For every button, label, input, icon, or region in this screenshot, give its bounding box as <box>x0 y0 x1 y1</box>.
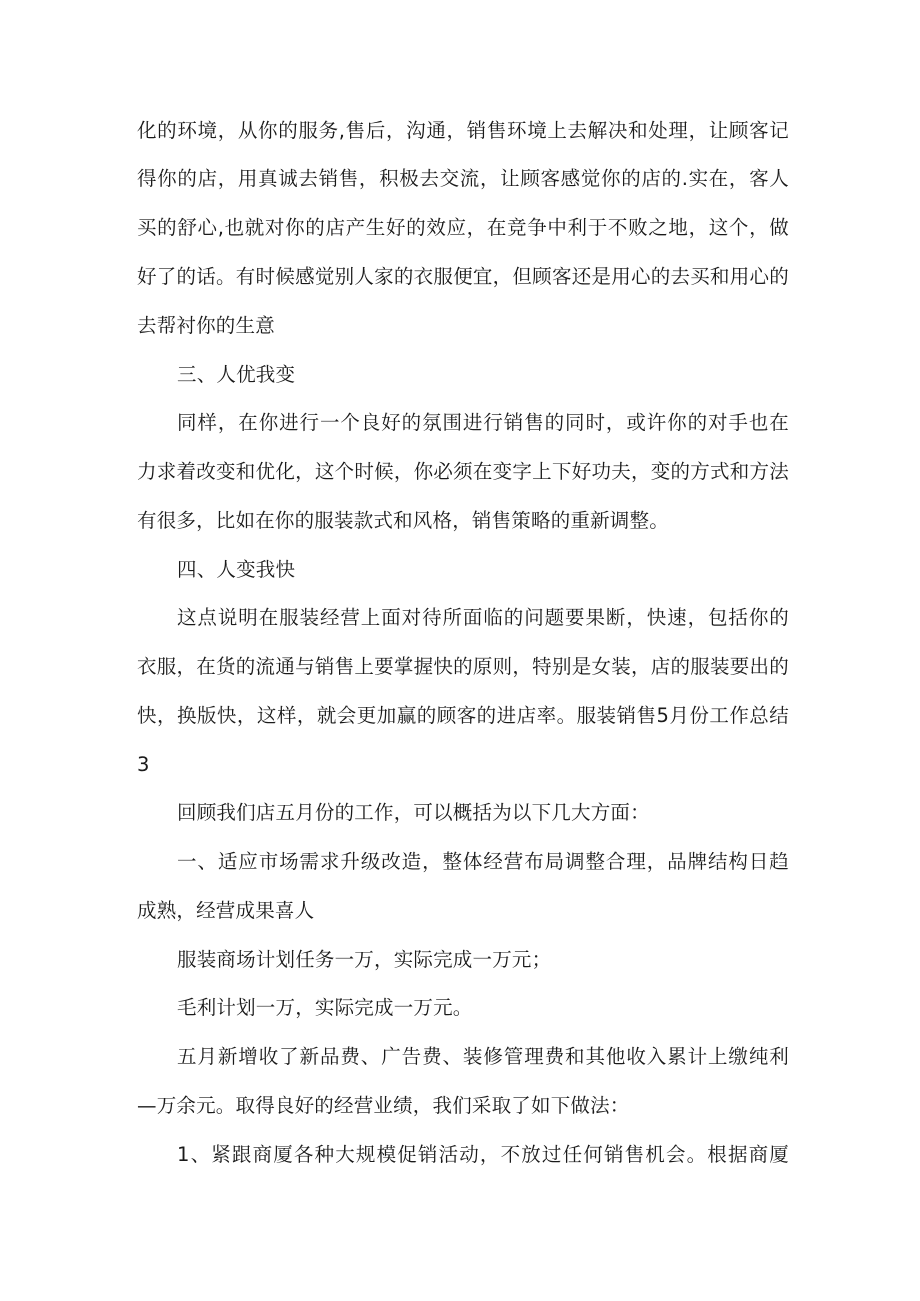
paragraph-line: —万余元。取得良好的经营业绩，我们采取了如下做法： <box>137 1094 630 1117</box>
paragraph-line: 衣服，在货的流通与销售上要掌握快的原则，特别是女装，店的服装要出的 <box>137 655 789 678</box>
paragraph-line: 同样，在你进行一个良好的氛围进行销售的同时，或许你的对手也在 <box>177 411 789 434</box>
paragraph-line: 1、紧跟商厦各种大规模促销活动，不放过任何销售机会。根据商厦 <box>177 1143 789 1166</box>
paragraph-line: 3 <box>137 753 150 776</box>
paragraph-line: 买的舒心,也就对你的店产生好的效应，在竞争中利于不败之地，这个，做 <box>137 216 789 239</box>
paragraph-line: 力求着改变和优化，这个时候，你必须在变字上下好功夫，变的方式和方法 <box>137 460 789 483</box>
paragraph-line: 去帮衬你的生意 <box>137 314 275 337</box>
paragraph-line: 毛利计划一万，实际完成一万元。 <box>177 996 473 1019</box>
paragraph-line: 服装商场计划任务一万，实际完成一万元； <box>177 948 552 971</box>
paragraph-line: 好了的话。有时候感觉别人家的衣服便宜，但顾客还是用心的去买和用心的 <box>137 265 789 288</box>
paragraph-line: 成熟，经营成果喜人 <box>137 899 315 922</box>
paragraph-line: 这点说明在服装经营上面对待所面临的问题要果断，快速，包括你的 <box>177 606 789 629</box>
section-heading: 四、人变我快 <box>177 558 296 581</box>
paragraph-line: 回顾我们店五月份的工作，可以概括为以下几大方面： <box>177 801 650 824</box>
paragraph-line: 化的环境，从你的服务,售后，沟通，销售环境上去解决和处理，让顾客记 <box>137 119 789 142</box>
paragraph-line: 五月新增收了新品费、广告费、装修管理费和其他收入累计上缴纯利 <box>177 1045 789 1068</box>
paragraph-line: 得你的店，用真诚去销售，积极去交流，让顾客感觉你的店的.实在，客人 <box>137 167 789 190</box>
paragraph-line: 一、适应市场需求升级改造，整体经营布局调整合理，品牌结构日趋 <box>177 850 789 873</box>
section-heading: 三、人优我变 <box>177 363 296 386</box>
paragraph-line: 有很多，比如在你的服装款式和风格，销售策略的重新调整。 <box>137 509 669 532</box>
paragraph-line: 快，换版快，这样，就会更加赢的顾客的进店率。服装销售5月份工作总结 <box>137 704 789 727</box>
